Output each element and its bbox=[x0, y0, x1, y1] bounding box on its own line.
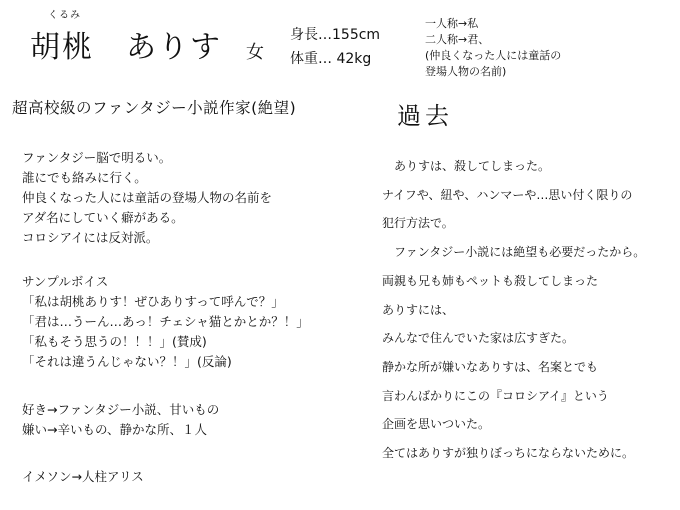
description-line: コロシアイには反対派。 bbox=[22, 230, 159, 245]
sample-voice-section bbox=[22, 272, 309, 372]
sample-voice-heading: サンプルボイス bbox=[22, 274, 109, 289]
pronoun-note-line: 登場人物の名前) bbox=[425, 65, 507, 78]
past-line: 全てはありすが独りぼっちにならないために。 bbox=[382, 446, 635, 461]
pronoun-notes bbox=[425, 16, 561, 80]
description-line: 誰にでも絡みに行く。 bbox=[22, 170, 147, 185]
talent-title: 超高校級のファンタジー小説作家(絶望) bbox=[12, 99, 297, 117]
likes-dislikes bbox=[22, 400, 219, 440]
past-story bbox=[382, 152, 645, 468]
voice-line: 「君は…うーん…あっ！チェシャ猫とかとか？！」 bbox=[22, 314, 309, 329]
past-line: ファンタジー小説には絶望も必要だったから。 bbox=[382, 245, 646, 260]
dislikes-line: 嫌い→辛いもの、静かな所、１人 bbox=[22, 422, 207, 437]
past-heading: 過去 bbox=[397, 102, 453, 130]
past-line: みんなで住んでいた家は広すぎた。 bbox=[382, 331, 575, 346]
description-line: 仲良くなった人には童話の登場人物の名前を bbox=[22, 190, 273, 205]
past-line: ありすには、 bbox=[382, 302, 455, 317]
voice-line: 「私は胡桃ありす！ぜひありすって呼んで？」 bbox=[22, 294, 284, 309]
gender-label: 女 bbox=[246, 42, 264, 63]
image-song: イメソン→人柱アリス bbox=[22, 469, 144, 484]
name-furigana: くるみ bbox=[48, 10, 81, 21]
height-stat: 身長…155cm bbox=[290, 27, 381, 43]
personality-description bbox=[22, 148, 272, 248]
past-line: 両親も兄も姉もペットも殺してしまった bbox=[382, 273, 599, 288]
first-person-pronoun: 一人称→私 bbox=[425, 17, 479, 30]
second-person-pronoun: 二人称→君、 bbox=[425, 33, 490, 46]
past-line: 犯行方法で。 bbox=[382, 216, 454, 231]
past-line: 企画を思いついた。 bbox=[382, 417, 491, 432]
voice-line: 「私もそう思うの！！！」(賛成) bbox=[22, 334, 207, 349]
past-line: ありすは、殺してしまった。 bbox=[382, 159, 551, 173]
past-line: 静かな所が嫌いなありすは、名案とでも bbox=[382, 359, 599, 374]
description-line: ファンタジー脳で明るい。 bbox=[22, 150, 172, 165]
weight-stat: 体重… 42kg bbox=[290, 51, 372, 67]
pronoun-note-line: (仲良くなった人には童話の bbox=[425, 49, 562, 62]
voice-line: 「それは違うんじゃない？！」(反論) bbox=[22, 354, 232, 369]
likes-line: 好き→ファンタジー小説、甘いもの bbox=[22, 402, 220, 417]
character-name: 胡桃 ありす bbox=[30, 30, 222, 65]
past-line: ナイフや、紐や、ハンマーや…思い付く限りの bbox=[382, 187, 633, 202]
description-line: アダ名にしていく癖がある。 bbox=[22, 210, 184, 225]
past-line: 言わんばかりにこの『コロシアイ』という bbox=[382, 388, 609, 403]
